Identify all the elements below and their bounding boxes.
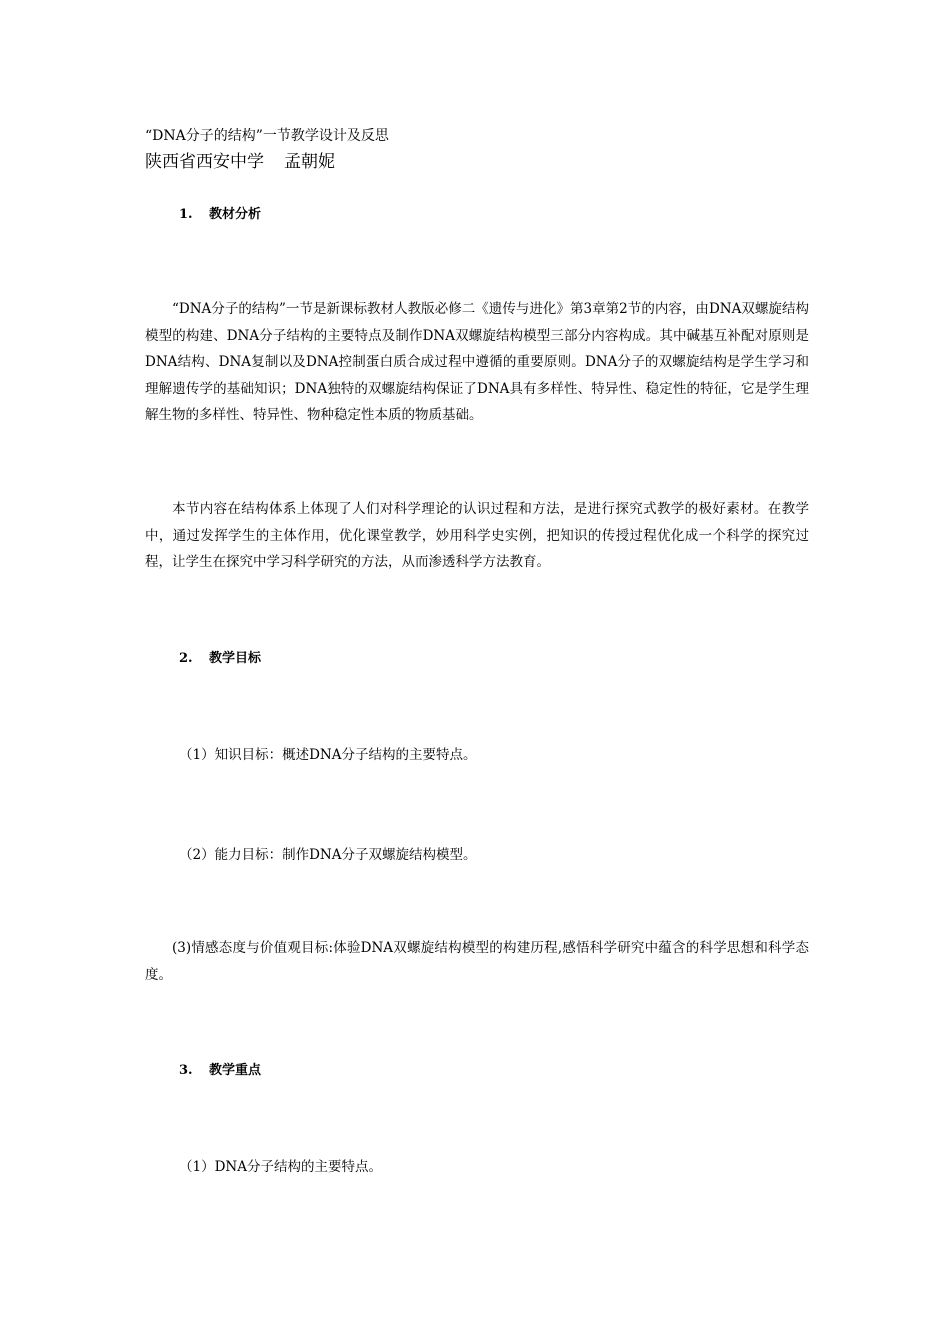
paragraph-textbook-analysis-1: “DNA分子的结构”一节是新课标教材人教版必修二《遗传与进化》第3章第2节的内容，由DNA双螺旋结构模型的构建、DNA分子结构的主要特点及制作DNA双螺旋结构模型三部分内容构成。其中碱基互补配对原则是DNA结构、DNA复制以及DNA控制蛋白质合成过程中遵循的重要原则。DNA分子的双螺旋结构是学生学习和理解遗传学的基础知识；DNA独特的双螺旋结构保证了DNA具有多样性、特异性、稳定性的特征，它是学生理解生物的多样性、特异性、物种稳定性本质的物质基础。 [145, 301, 809, 424]
section-number: 1. [179, 207, 193, 222]
objective-attitude: (3)情感态度与价值观目标:体验DNA双螺旋结构模型的构建历程,感悟科学研究中蕴含的科学思想和科学态度。 [145, 940, 809, 983]
author-school: 陕西省西安中学 [145, 152, 264, 172]
section-heading-2 [179, 649, 261, 669]
section-heading-3 [179, 1061, 261, 1081]
section-title: 教学重点 [209, 1063, 262, 1078]
author-name: 孟朝妮 [284, 152, 335, 172]
key-point-1: （1）DNA分子结构的主要特点。 [179, 1159, 382, 1175]
document-title: “DNA分子的结构”一节教学设计及反思 [145, 128, 389, 144]
section-title: 教材分析 [209, 207, 262, 222]
author-line [145, 150, 335, 174]
section-number: 3. [179, 1063, 193, 1078]
paragraph-textbook-analysis-2: 本节内容在结构体系上体现了人们对科学理论的认识过程和方法，是进行探究式教学的极好素材。在教学中，通过发挥学生的主体作用，优化课堂教学，妙用科学史实例，把知识的传授过程优化成一个科学的探究过程，让学生在探究中学习科学研究的方法，从而渗透科学方法教育。 [145, 501, 809, 571]
section-heading-1 [179, 205, 261, 225]
section-title: 教学目标 [209, 651, 262, 666]
objective-ability: （2）能力目标：制作DNA分子双螺旋结构模型。 [179, 847, 477, 863]
section-number: 2. [179, 651, 193, 666]
objective-knowledge: （1）知识目标：概述DNA分子结构的主要特点。 [179, 747, 477, 763]
